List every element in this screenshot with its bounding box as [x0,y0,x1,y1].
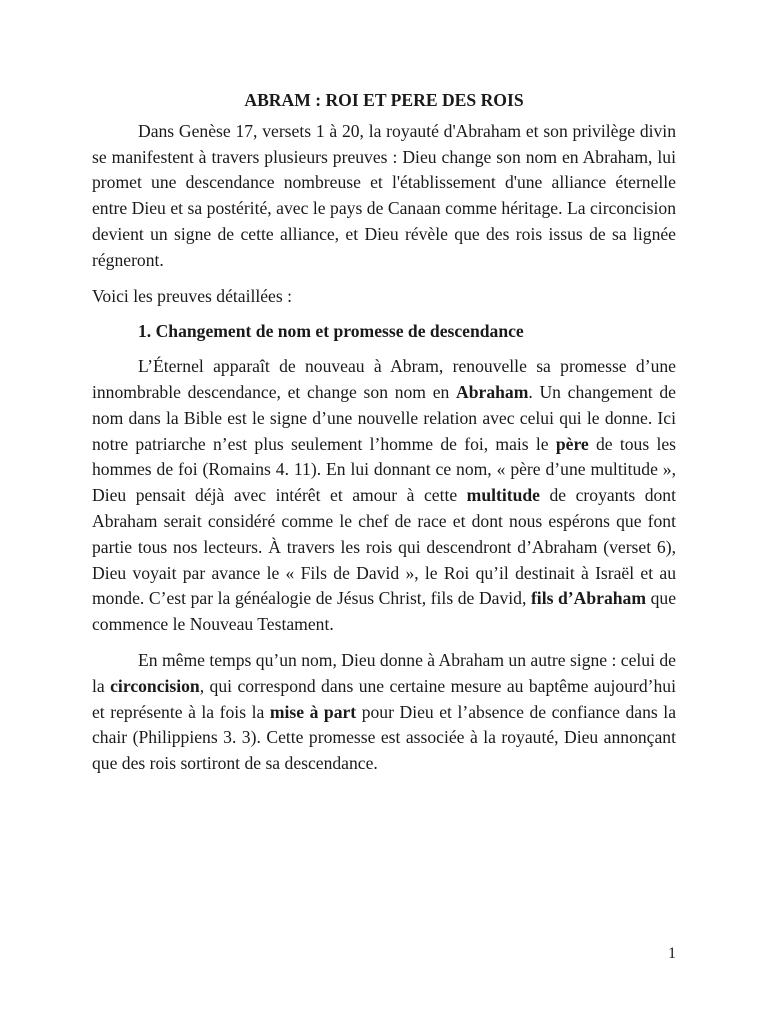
section-paragraph-1 [92,354,676,638]
intro-paragraph: Dans Genèse 17, versets 1 à 20, la royauté d'Abraham et son privilège divin se manifestent à travers plusieurs preuves : Dieu change son nom en Abraham, lui promet une descendance nombreuse et l'établissement d'une alliance éternelle entre Dieu et sa postérité, avec le pays de Canaan comme héritage. La circoncision devient un signe de cette alliance, et Dieu révèle que des rois issus de sa lignée régneront. [92,120,676,270]
section-heading: 1. Changement de nom et promesse de descendance [138,321,524,342]
text-run: pour Dieu et l’absence de confiance dans la chair (Philippiens 3. 3). Cette promesse est associée à la royauté, Dieu annonçant que des rois sortiront de sa descendance. [92,701,677,774]
bold-term-mise-a-part: mise à part [269,701,357,722]
text-run: de croyants dont Abraham serait considéré comme le chef de race et dont nous espérons que font partie tous nos lecteurs. À travers les rois qui descendront d’Abraham (verset 6), Dieu voyait par avance le « Fils de David », le Roi qu’il destinait à Israël et au monde. C’est par la généalogie de Jésus Christ, fils de David, [92,485,676,609]
bold-term-multitude: multitude [466,485,540,506]
bold-term-abraham: Abraham [456,381,529,402]
bold-term-fils-abraham: fils d’Abraham [530,588,647,609]
bold-term-circoncision: circoncision [110,675,200,696]
page-number: 1 [668,945,676,962]
text-run: . Un changement de nom dans la Bible est le signe d’une nouvelle relation avec celui qui le donne. Ici notre patriarche n’est plus seulement l’homme de foi, mais le [92,381,676,454]
bold-term-pere: père [555,433,589,454]
text-run: de tous les hommes de foi (Romains 4. 11). En lui donnant ce nom, « père d’une multitude », Dieu pensait déjà avec intérêt et amour à cette [92,433,676,506]
lead-in-paragraph: Voici les preuves détaillées : [92,285,292,306]
text-run: que commence le Nouveau Testament. [92,588,677,635]
text-run: , qui correspond dans une certaine mesure au baptême aujourd’hui et représente à la fois la [92,675,676,722]
text-run: L’Éternel apparaît de nouveau à Abram, renouvelle sa promesse d’une innombrable descendance, et change son nom en [92,356,676,402]
document-body [92,88,676,787]
document-title: ABRAM : ROI ET PERE DES ROIS [244,90,524,110]
section-paragraph-2 [92,648,676,777]
text-run: En même temps qu’un nom, Dieu donne à Abraham un autre signe : celui de la [92,649,676,696]
